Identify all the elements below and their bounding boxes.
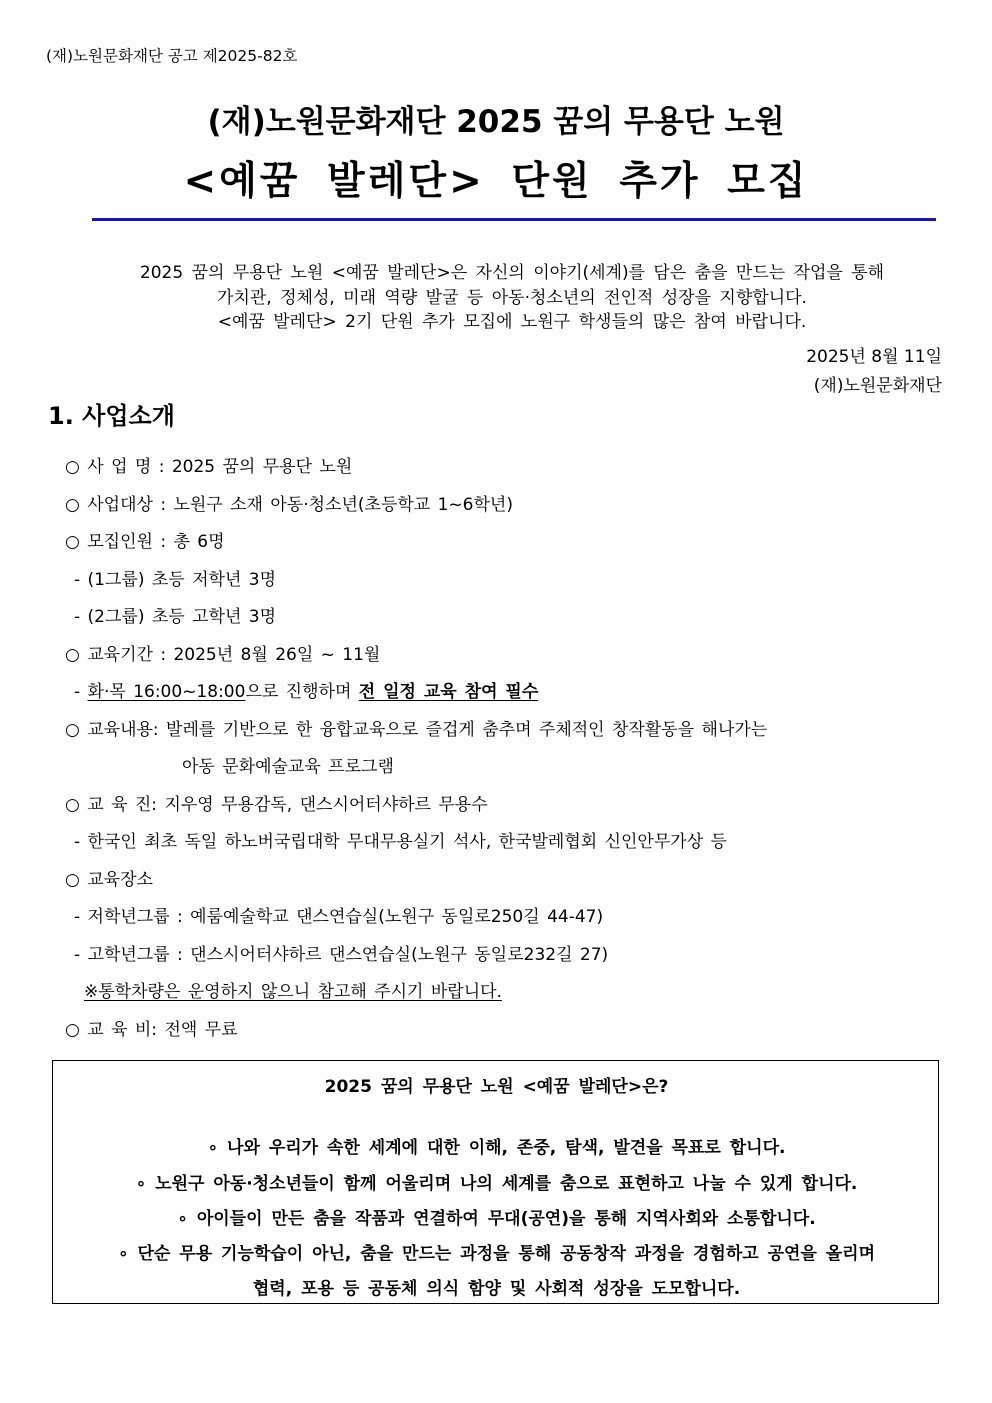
about-point-2: ∘ 노원구 아동·청소년들이 함께 어울리며 나의 세계를 춤으로 표현하고 나눌 수 있게 합니다.: [135, 1174, 858, 1194]
schedule-prefix: -: [74, 682, 88, 702]
title-divider: [92, 218, 936, 221]
about-point-3: ∘ 아이들이 만든 춤을 작품과 연결하여 무대(공연)을 통해 지역사회와 소통합니다.: [177, 1209, 816, 1229]
about-box: [52, 1060, 939, 1304]
item-recruit-group2: - (2그룹) 초등 고학년 3명: [74, 607, 277, 627]
item-content-cont: 아동 문화예술교육 프로그램: [182, 757, 394, 777]
schedule-days-time: 화·목 16:00~18:00: [87, 682, 246, 702]
notice-number: (재)노원문화재단 공고 제2025-82호: [46, 47, 298, 65]
item-fee: ○ 교 육 비: 전액 무료: [65, 1020, 238, 1040]
item-venue: ○ 교육장소: [65, 870, 153, 890]
schedule-middle: 으로 진행하며: [245, 682, 359, 702]
about-point-4: ∘ 단순 무용 기능학습이 아닌, 춤을 만드는 과정을 통해 공동창작 과정을 경험하고 공연을 올리며: [117, 1244, 876, 1264]
section-heading: 1. 사업소개: [48, 402, 175, 430]
shuttle-note: ※통학차량은 운영하지 않으니 참고해 주시기 바랍니다.: [84, 982, 502, 1002]
intro-line-3: <예꿈 발레단> 2기 단원 추가 모집에 노원구 학생들의 많은 참여 바랍니다.: [217, 312, 807, 332]
item-schedule: [74, 677, 538, 702]
intro-line-1: 2025 꿈의 무용단 노원 <예꿈 발레단>은 자신의 이야기(세계)를 담은 춤을 만드는 작업을 통해: [139, 263, 885, 283]
item-instructor: ○ 교 육 진: 지우영 무용감독, 댄스시어터샤하르 무용수: [65, 795, 488, 815]
schedule-required-note: 전 일정 교육 참여 필수: [358, 682, 539, 702]
item-recruit: ○ 모집인원 : 총 6명: [65, 532, 225, 552]
about-point-4-cont: 협력, 포용 등 공동체 의식 함양 및 사회적 성장을 도모합니다.: [252, 1279, 741, 1299]
item-venue-lower-grade: - 저학년그룹 : 예룸예술학교 댄스연습실(노원구 동일로250길 44-47): [74, 907, 604, 927]
item-instructor-detail: - 한국인 최초 독일 하노버국립대학 무대무용실기 석사, 한국발레협회 신인안무가상 등: [74, 832, 727, 852]
item-content: ○ 교육내용: 발레를 기반으로 한 융합교육으로 즐겁게 춤추며 주체적인 창작활동을 해나가는: [65, 720, 768, 740]
about-point-1: ∘ 나와 우리가 속한 세계에 대한 이해, 존중, 탐색, 발견을 목표로 합니다.: [207, 1138, 786, 1158]
item-target: ○ 사업대상 : 노원구 소재 아동·청소년(초등학교 1~6학년): [65, 495, 513, 515]
page-title-line2: <예꿈 발레단> 단원 추가 모집: [183, 159, 809, 204]
about-box-title: 2025 꿈의 무용단 노원 <예꿈 발레단>은?: [324, 1077, 669, 1097]
item-venue-upper-grade: - 고학년그룹 : 댄스시어터샤하르 댄스연습실(노원구 동일로232길 27): [74, 945, 609, 965]
item-recruit-group1: - (1그룹) 초등 저학년 3명: [74, 570, 277, 590]
item-period: ○ 교육기간 : 2025년 8월 26일 ~ 11월: [65, 645, 381, 665]
announcement-date: 2025년 8월 11일: [806, 347, 942, 367]
page-title-line1: (재)노원문화재단 2025 꿈의 무용단 노원: [207, 104, 785, 140]
intro-line-2: 가치관, 정체성, 미래 역량 발굴 등 아동·청소년의 전인적 성장을 지향합니다.: [217, 288, 807, 308]
issuer-name: (재)노원문화재단: [813, 376, 942, 396]
item-project-name: ○ 사 업 명 : 2025 꿈의 무용단 노원: [65, 457, 353, 477]
